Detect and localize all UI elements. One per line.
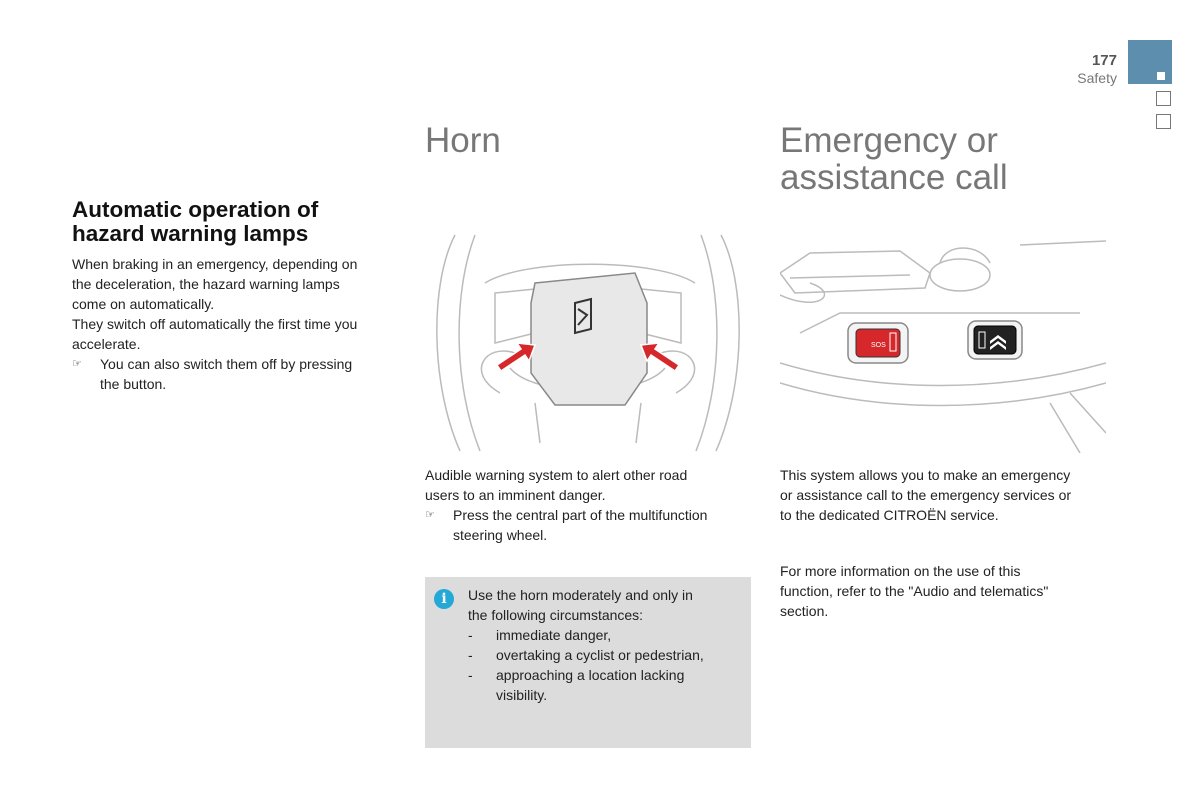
body-line: Audible warning system to alert other road	[425, 467, 688, 483]
dash: -	[468, 667, 473, 683]
arrow-left-icon	[497, 343, 535, 371]
info-item-line: immediate danger,	[496, 627, 612, 643]
bullet-line: Press the central part of the multifunction	[453, 507, 708, 523]
info-text	[468, 585, 738, 705]
body-line: come on automatically.	[72, 296, 215, 312]
overhead-console-illustration	[780, 233, 1106, 453]
horn-bullet	[425, 505, 751, 545]
chapter-tab-square	[1156, 91, 1171, 106]
steering-wheel-illustration	[425, 233, 751, 453]
hazard-body	[72, 254, 392, 394]
bullet-line: steering wheel.	[453, 527, 548, 543]
sos-label: SOS	[871, 342, 886, 349]
pointing-hand-icon: ☞	[425, 509, 435, 521]
body-line: section.	[780, 603, 829, 619]
info-item-line: overtaking a cyclist or pedestrian,	[496, 647, 704, 663]
body-line: users to an imminent danger.	[425, 487, 606, 503]
dash: -	[468, 627, 473, 643]
body-line: or assistance call to the emergency services or	[780, 487, 1072, 503]
chapter-tab-square	[1156, 114, 1171, 129]
hazard-title-line: Automatic operation of	[72, 197, 319, 222]
hazard-section	[72, 198, 392, 394]
body-line: When braking in an emergency, depending on	[72, 256, 358, 272]
emergency-body	[780, 465, 1110, 621]
hazard-title	[72, 198, 392, 246]
page-number: 177	[1091, 52, 1117, 69]
hazard-title-line: hazard warning lamps	[72, 221, 309, 246]
bullet-line: the button.	[100, 376, 167, 392]
info-icon: i	[434, 589, 454, 609]
body-line: to the dedicated CITROËN service.	[780, 507, 999, 523]
horn-body	[425, 465, 751, 545]
body-line: They switch off automatically the first time you	[72, 316, 358, 332]
body-line: This system allows you to make an emergency	[780, 467, 1071, 483]
body-line: function, refer to the "Audio and telematics"	[780, 583, 1049, 599]
info-line: the following circumstances:	[468, 607, 644, 623]
info-list-item	[468, 665, 738, 705]
body-line: accelerate.	[72, 336, 141, 352]
horn-title: Horn	[425, 121, 501, 160]
section-title: Safety	[1077, 70, 1117, 86]
info-item-line: visibility.	[496, 687, 548, 703]
body-line: For more information on the use of this	[780, 563, 1021, 579]
emergency-title-line: assistance call	[780, 158, 1008, 197]
info-line: Use the horn moderately and only in	[468, 587, 693, 603]
dash: -	[468, 647, 473, 663]
airbag-pad	[531, 273, 647, 405]
info-list-item	[468, 645, 738, 665]
bullet-line: You can also switch them off by pressing	[100, 356, 353, 372]
pointing-hand-icon: ☞	[72, 358, 82, 370]
body-line: the deceleration, the hazard warning lamps	[72, 276, 340, 292]
info-item-line: approaching a location lacking	[496, 667, 685, 683]
hazard-bullet	[72, 354, 392, 394]
chapter-tab-active	[1128, 40, 1172, 84]
tab-marker	[1157, 72, 1165, 80]
horn-info-box	[425, 577, 751, 748]
info-list-item	[468, 625, 738, 645]
emergency-title-line: Emergency or	[780, 121, 998, 160]
emergency-title	[780, 122, 1008, 196]
